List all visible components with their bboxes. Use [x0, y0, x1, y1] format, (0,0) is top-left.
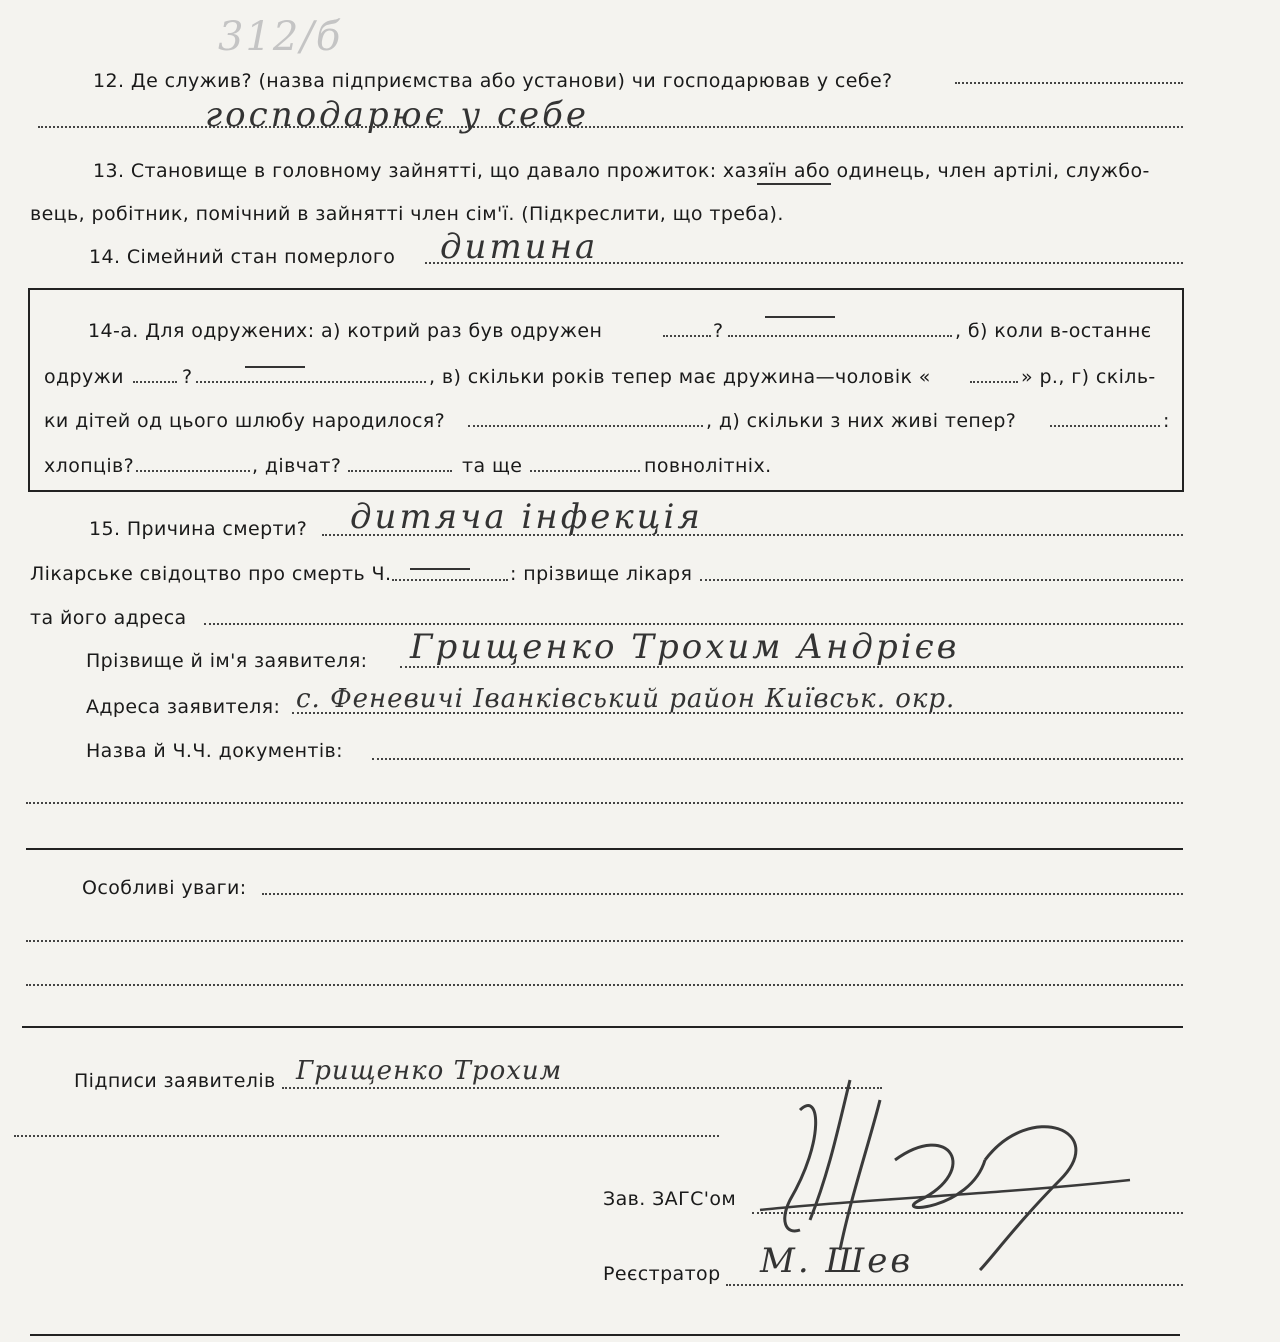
- doctor-surname-line: [700, 579, 1183, 581]
- archive-number-mark: 312/б: [218, 14, 343, 60]
- documents-line-1: [372, 758, 1183, 760]
- applicant-address-value: с. Феневичі Іванківський район Київськ. окр.: [296, 684, 956, 714]
- q12-answer: господарює у себе: [205, 95, 589, 135]
- q15-answer: дитяча інфекція: [350, 497, 703, 537]
- registrar-line: [726, 1284, 1183, 1286]
- applicant-address-label: Адреса заявителя:: [86, 696, 281, 718]
- q12-label: 12. Де служив? (назва підприємства або установи) чи господарював у себе?: [93, 70, 893, 92]
- notes-line-1: [262, 893, 1183, 895]
- notes-label: Особливі уваги:: [82, 877, 247, 899]
- registrar-signature-value: М. Шев: [760, 1241, 914, 1281]
- divider-2: [22, 1026, 1183, 1028]
- q12-line-1: [955, 82, 1183, 84]
- q14a-dots-2: [728, 335, 952, 337]
- notes-line-2: [26, 940, 1183, 942]
- q13-line-2: вець, робітник, помічний в зайнятті член сім'ї. (Підкреслити, що треба).: [30, 203, 784, 225]
- q14a-dots-5: [970, 381, 1018, 383]
- q14-answer: дитина: [440, 227, 599, 267]
- bottom-border: [30, 1334, 1180, 1336]
- documents-line-2: [26, 802, 1183, 804]
- q14a-line-2a: одружи: [44, 366, 124, 388]
- q14a-colon: :: [1163, 410, 1170, 432]
- applicant-name-label: Прізвище й ім'я заявителя:: [86, 650, 368, 672]
- q14a-line-1c: , б) коли в-останнє: [955, 320, 1152, 342]
- doctor-address-label: та його адреса: [30, 607, 187, 629]
- q14a-line-3a: ки дітей од цього шлюбу народилося?: [44, 410, 446, 432]
- q13-line-1: 13. Становище в головному зайнятті, що давало прожиток: хазяїн або одинець, член артілі, службо-: [93, 160, 1150, 182]
- q14a-dots-9: [348, 470, 452, 472]
- q14-label: 14. Сімейний стан померлого: [89, 246, 396, 268]
- medical-cert-number-line: [392, 579, 508, 581]
- divider-1: [26, 848, 1183, 850]
- zags-head-signature: [730, 1060, 1150, 1280]
- applicants-signature-value: Грищенко Трохим: [296, 1056, 563, 1086]
- q14a-dots-8: [136, 470, 250, 472]
- registrar-label: Реєстратор: [603, 1263, 721, 1285]
- zags-head-label: Зав. ЗАГС'ом: [603, 1188, 737, 1210]
- q14a-line-2c: , в) скільки років тепер має дружина—чоловік «: [429, 366, 931, 388]
- q14a-dots-6: [468, 425, 703, 427]
- doctor-address-line: [204, 623, 1183, 625]
- q14a-line-4c: та ще: [462, 455, 523, 477]
- documents-label: Назва й Ч.Ч. документів:: [86, 740, 343, 762]
- q14a-line-4a: хлопців?: [44, 455, 135, 477]
- q15-label: 15. Причина смерти?: [89, 518, 308, 540]
- q14a-dots-4: [196, 381, 426, 383]
- medical-cert-dash: [410, 568, 470, 570]
- medical-cert-label: Лікарське свідоцтво про смерть Ч.: [30, 563, 392, 585]
- applicant-name-value: Грищенко Трохим Андрієв: [410, 627, 960, 667]
- q14a-dots-7: [1050, 425, 1160, 427]
- q14a-dash-1: [765, 316, 835, 318]
- q14a-q-1: ?: [713, 320, 724, 342]
- q14a-box: [28, 288, 1184, 492]
- q14a-line-2d: » р., г) скіль-: [1021, 366, 1156, 388]
- q14a-dots-10: [530, 470, 640, 472]
- q14a-dash-2: [245, 366, 305, 368]
- q14a-dots-3: [133, 381, 177, 383]
- q13-underline-owner: [757, 183, 831, 185]
- notes-line-3: [26, 984, 1183, 986]
- q14a-line-4b: , дівчат?: [252, 455, 342, 477]
- applicants-signature-line-2: [14, 1135, 719, 1137]
- applicants-signature-label: Підписи заявителів: [74, 1070, 276, 1092]
- q14a-q-2: ?: [182, 366, 193, 388]
- q14a-line-4d: повнолітніх.: [644, 455, 772, 477]
- doctor-surname-label: : прізвище лікаря: [510, 563, 693, 585]
- q14a-line-1a: 14-а. Для одружених: а) котрий раз був одружен: [88, 320, 603, 342]
- q14a-dots-1: [663, 335, 711, 337]
- q14a-line-3b: , д) скільки з них живі тепер?: [706, 410, 1017, 432]
